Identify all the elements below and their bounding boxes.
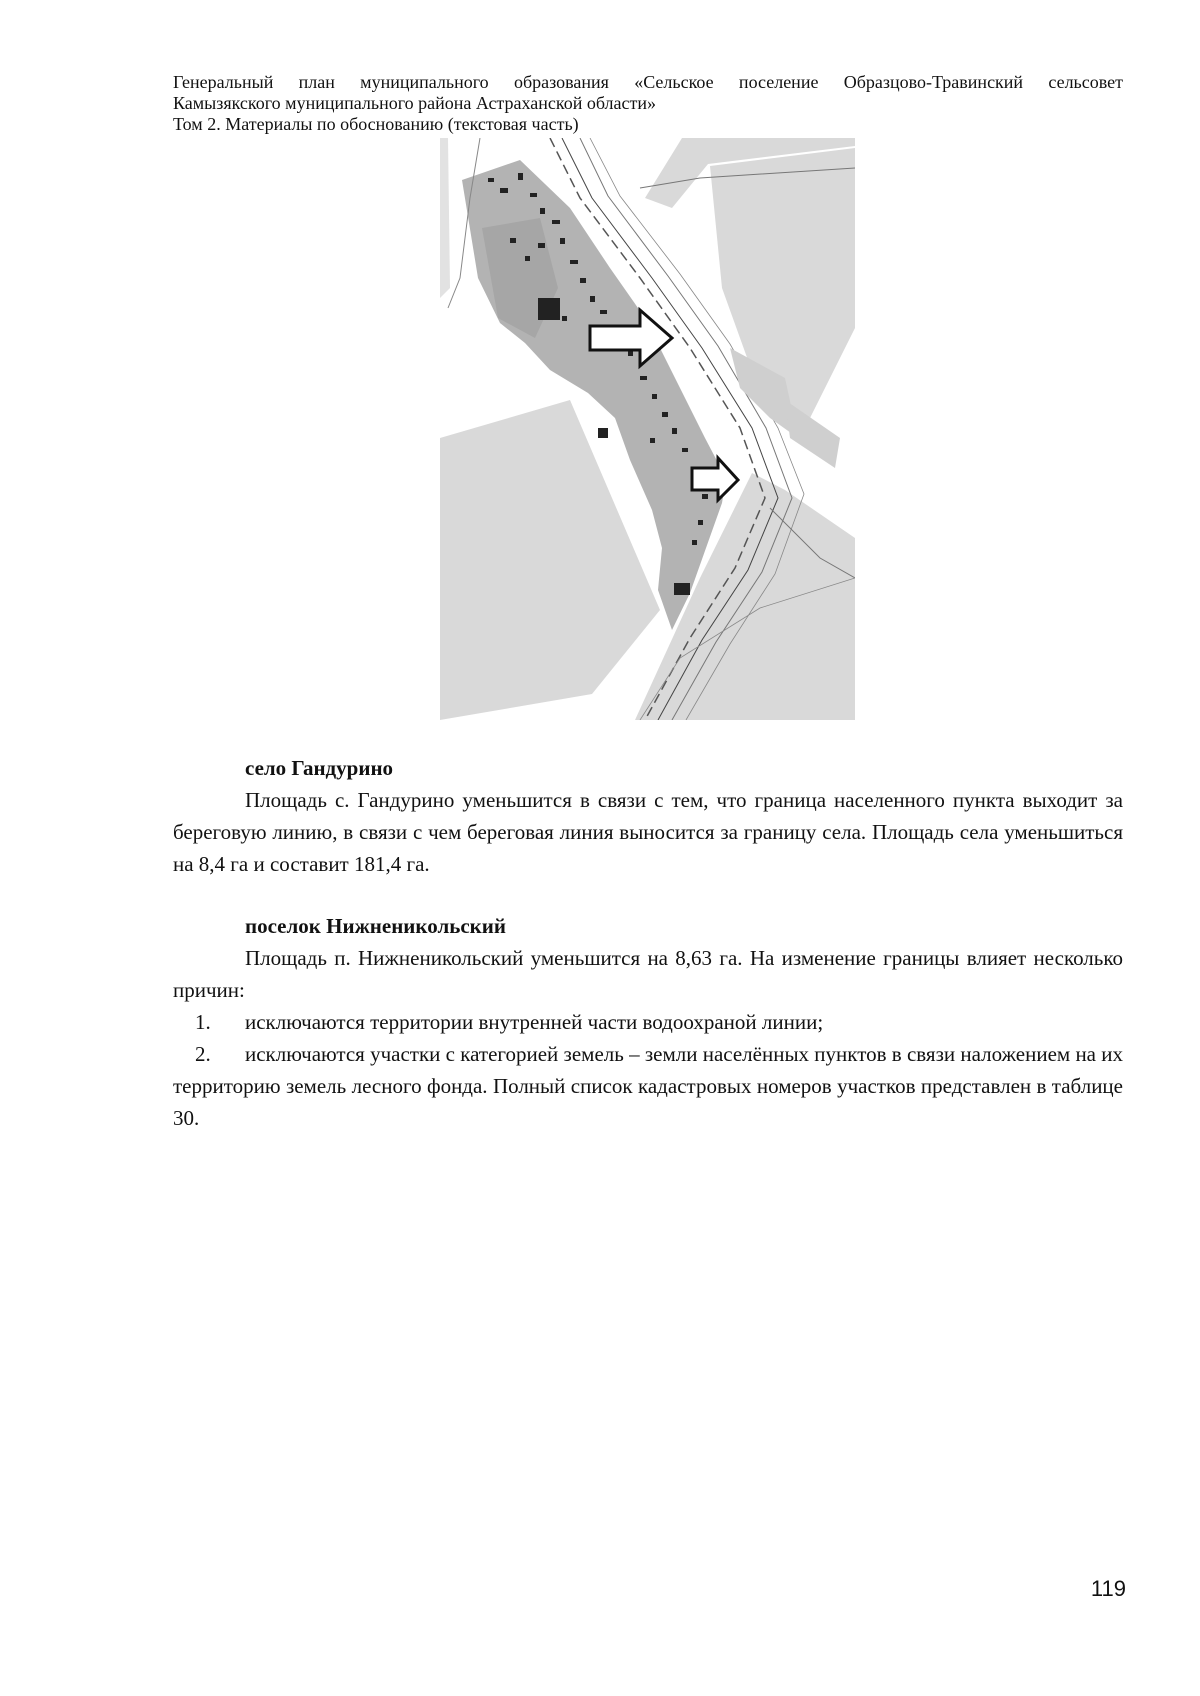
map-building xyxy=(570,260,578,264)
map-building xyxy=(598,428,608,438)
paragraph-nizhnenikolsky: Площадь п. Нижненикольский уменьшится на 8,63 га. На изменение границы влияет несколько причин: xyxy=(173,946,1123,1002)
map-building xyxy=(488,178,494,182)
list-item-number: 2. xyxy=(195,1042,211,1066)
list-item-number: 1. xyxy=(195,1010,211,1034)
map-building xyxy=(538,298,560,320)
list-item xyxy=(173,1006,1123,1038)
map-building xyxy=(552,220,560,224)
header-line-1: Генеральный план муниципального образования «Сельское поселение Образцово-Травинский сельсовет xyxy=(173,72,1123,92)
map-building xyxy=(540,208,545,214)
map-building xyxy=(538,243,545,248)
map-building xyxy=(580,278,586,283)
document-body xyxy=(173,752,1123,1134)
map-building xyxy=(662,412,668,417)
map-building xyxy=(674,583,690,595)
map-building xyxy=(650,438,655,443)
map-building xyxy=(600,310,607,314)
map-building xyxy=(698,520,703,525)
paragraph-gandurino: Площадь с. Гандурино уменьшится в связи с тем, что граница населенного пункта выходит за береговую линию, в связи с чем береговая линия выносится за границу села. Площадь села уменьшиться на 8,4 га и составит 181,4 га. xyxy=(173,788,1123,876)
list-item-text: исключаются территории внутренней части водоохраной линии; xyxy=(245,1010,824,1034)
page-header xyxy=(173,72,1123,135)
map-building xyxy=(510,238,516,243)
settlement-map xyxy=(440,138,855,720)
map-building xyxy=(652,394,657,399)
map-building xyxy=(525,256,530,261)
map-building xyxy=(562,316,567,321)
section-title-nizhnenikolsky: поселок Нижненикольский xyxy=(245,914,506,938)
header-line-2: Камызякского муниципального района Астраханской области» xyxy=(173,93,657,113)
header-line-3: Том 2. Материалы по обоснованию (текстовая часть) xyxy=(173,114,579,134)
list-item-text: исключаются участки с категорией земель – земли населённых пунктов в связи наложением на их территорию земель лесного фонда. Полный список кадастровых номеров участков представлен в таблице 30. xyxy=(173,1042,1123,1130)
section-title-gandurino: село Гандурино xyxy=(245,756,394,780)
map-building xyxy=(702,494,708,499)
map-building xyxy=(590,296,595,302)
map-building xyxy=(560,238,565,244)
map-building xyxy=(530,193,537,197)
map-building xyxy=(682,448,688,452)
map-building xyxy=(518,173,523,180)
map-building xyxy=(500,188,508,193)
map-building xyxy=(640,376,647,380)
map-building xyxy=(672,428,677,434)
page-number: 119 xyxy=(1090,1576,1126,1601)
map-building xyxy=(692,540,697,545)
list-item xyxy=(173,1038,1123,1134)
